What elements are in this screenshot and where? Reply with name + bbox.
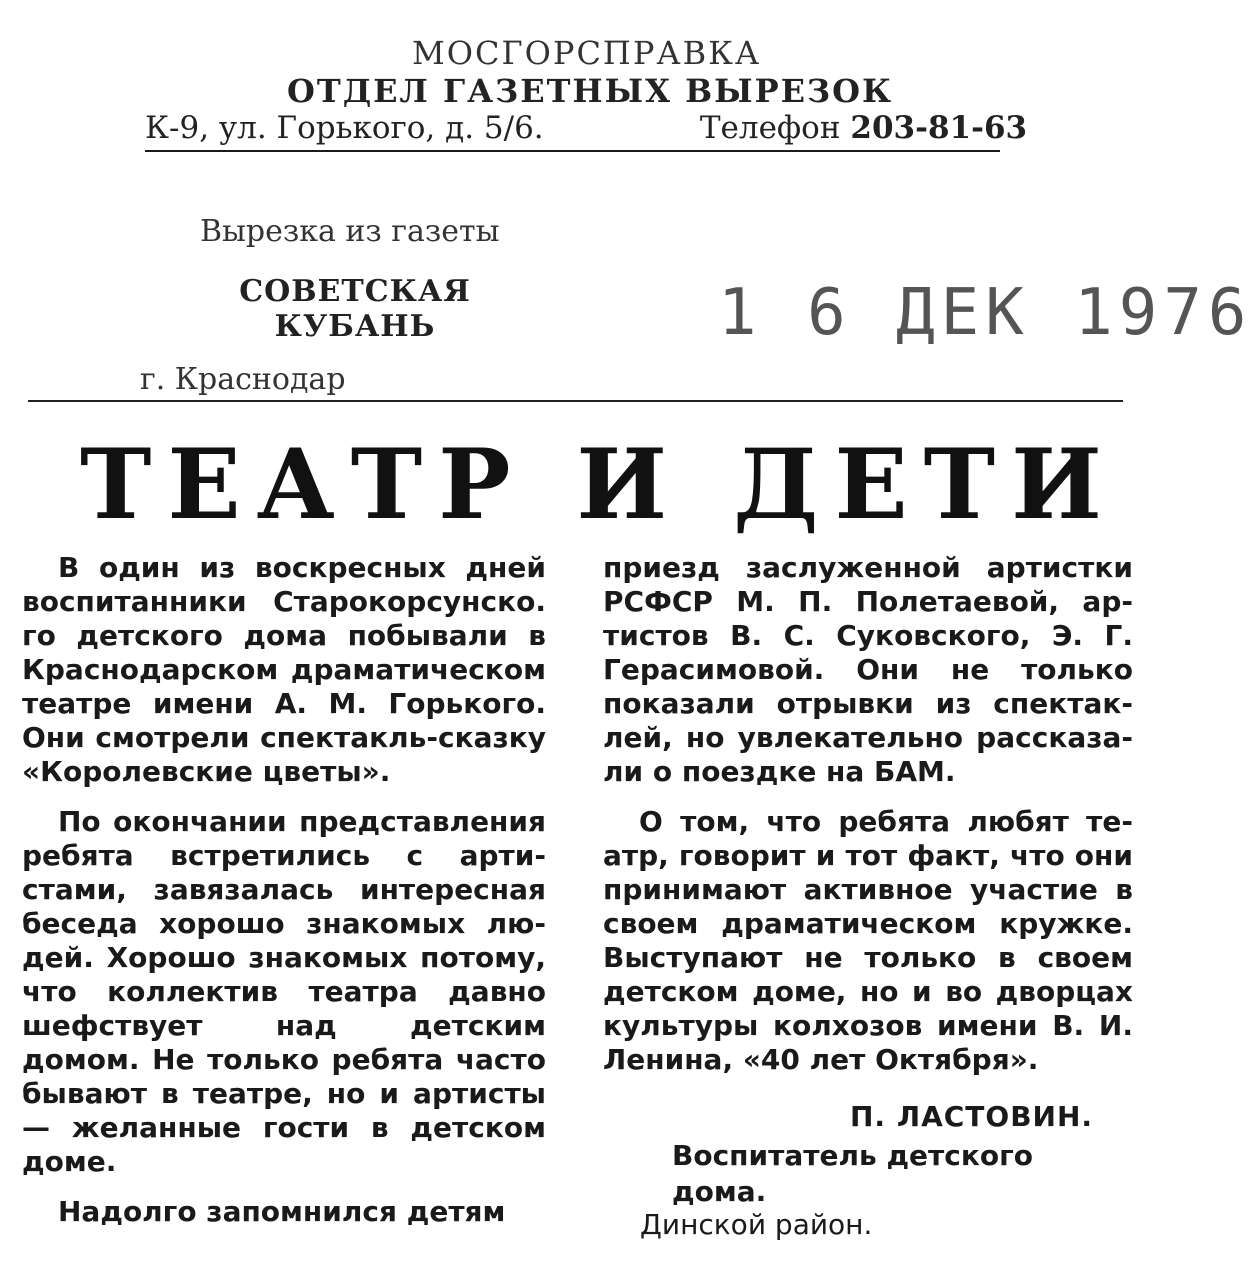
stamp-divider: [145, 150, 1000, 152]
article-paragraph: приезд заслуженной артистки РСФСР М. П. Полетаевой, артистов В. С. Суковского, Э. Г. Герасимовой. Они не только показали отрывки из спектаклей, но увлекательно рассказали о поездке на БАМ.: [603, 551, 1133, 788]
article-column-right: [603, 551, 1133, 1077]
article-paragraph: Надолго запомнился детям: [58, 1195, 506, 1228]
headline-word-2: И: [576, 428, 684, 541]
date-stamp: 1 6 ДЕК 1976: [718, 276, 1252, 350]
headline-word-3: ДЕТИ: [733, 428, 1118, 541]
newspaper-name-line1: СОВЕТСКАЯ: [239, 274, 471, 309]
article-headline: [80, 428, 1118, 541]
stamp-org: МОСГОРСПРАВКА: [412, 34, 762, 72]
article-paragraph: В один из воскресных дней воспитанники Старокорсунско. го детского дома побывали в Краснодарском драматическом театре имени А. М. Горького. Они смотрели спектакль-сказку «Королевские цветы».: [22, 551, 546, 788]
stamp-address: К-9, ул. Горького, д. 5/6.: [145, 110, 544, 146]
author-district: Динской район.: [640, 1208, 873, 1241]
headline-word-1: ТЕАТР: [80, 428, 527, 541]
newspaper-name: [215, 274, 495, 344]
header-divider: [28, 400, 1123, 402]
newspaper-name-line2: КУБАНЬ: [274, 309, 436, 344]
clipping-label: Вырезка из газеты: [200, 214, 500, 249]
stamp-phone-label: Телефон: [699, 110, 841, 146]
article-paragraph: По окончании представления ребята встретились с артистами, завязалась интересная беседа хорошо знакомых людей. Хорошо знакомых потому, что коллектив театра давно шефствует над детским домом. Не только ребята часто бывают в театре, но и артисты — желанные гости в детском доме.: [22, 805, 546, 1178]
stamp-dept: ОТДЕЛ ГАЗЕТНЫХ ВЫРЕЗОК: [287, 72, 894, 110]
stamp-phone: 203-81-63: [850, 110, 1028, 146]
newspaper-city: г. Краснодар: [140, 362, 346, 397]
stamp-address-line: [145, 110, 1027, 146]
author-name: П. ЛАСТОВИН.: [850, 1100, 1094, 1133]
author-role: Воспитатель детского дома.: [672, 1139, 1033, 1208]
article-column-left: [22, 551, 546, 1229]
article-paragraph: О том, что ребята любят театр, говорит и тот факт, что они принимают активное участие в своем драматическом кружке. Выступают не только в своем детском доме, но и во дворцах культуры колхозов имени В. И. Ленина, «40 лет Октября».: [603, 805, 1133, 1076]
